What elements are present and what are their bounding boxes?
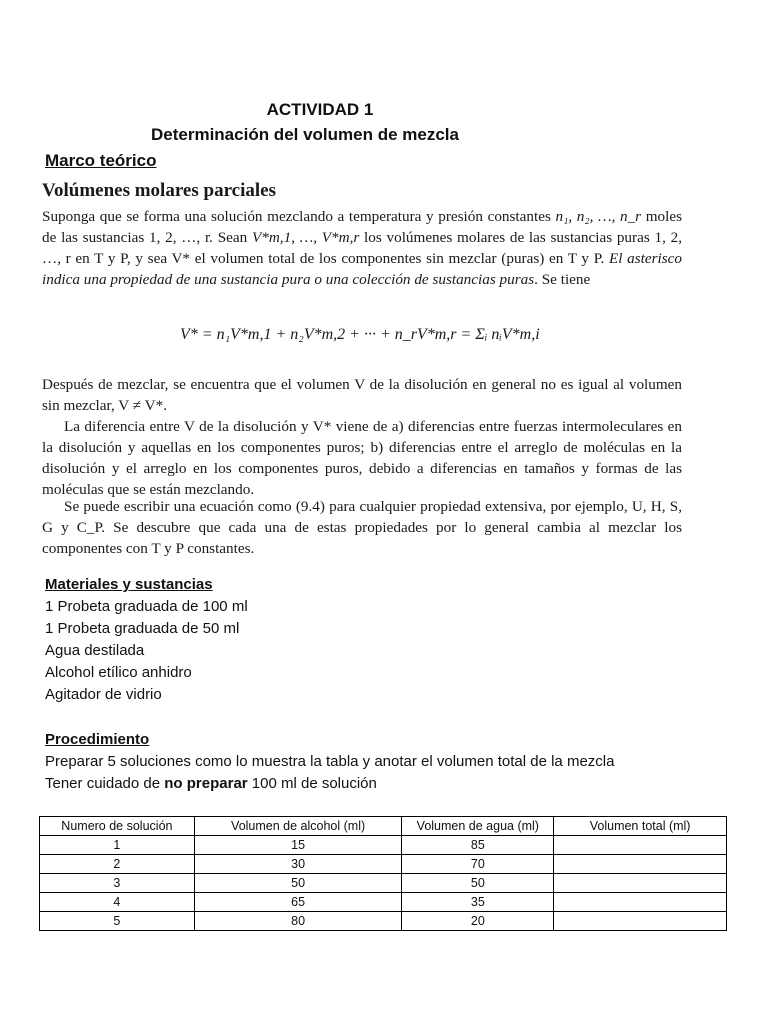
cell-alcohol: 65: [194, 893, 402, 912]
header-numero: Numero de solución: [40, 817, 195, 836]
table-header-row: [40, 817, 727, 836]
book-paragraph-4: [42, 496, 682, 559]
para1-text-d: . Se tiene: [534, 271, 591, 288]
para2-text: Después de mezclar, se encuentra que el volumen V de la disolución en general no es igual al volumen sin mezclar, V ≠ V*.: [42, 376, 682, 414]
book-section-title: Volúmenes molares parciales: [42, 180, 276, 201]
procedure-line-1: Preparar 5 soluciones como lo muestra la tabla y anotar el volumen total de la mezcla: [45, 753, 615, 770]
header-agua: Volumen de agua (ml): [402, 817, 554, 836]
para1-text-a: Suponga que se forma una solución mezclando a temperatura y presión constantes: [42, 208, 556, 225]
table-row: [40, 893, 727, 912]
cell-total[interactable]: [554, 836, 727, 855]
procedure-line-2: [45, 775, 377, 792]
para3-text: La diferencia entre V de la disolución y V* viene de a) diferencias entre fuerzas intermoleculares en la disolución y aquellas en los componentes puros; b) diferencias entre el arreglo de moléculas en la disolución y el arreglo en los componentes puros, debido a diferencias en tamaños y formas de las moléculas que se están mezclando.: [42, 418, 682, 498]
cell-total[interactable]: [554, 912, 727, 931]
book-paragraph-3: [42, 416, 682, 500]
cell-numero: 1: [40, 836, 195, 855]
procedure-line-2-b: 100 ml de solución: [247, 775, 377, 792]
book-paragraph-2: [42, 374, 682, 416]
cell-numero: 2: [40, 855, 195, 874]
cell-total[interactable]: [554, 893, 727, 912]
material-item: 1 Probeta graduada de 100 ml: [45, 598, 248, 615]
cell-agua: 70: [402, 855, 554, 874]
table-row: [40, 855, 727, 874]
para1-italic-note: El asterisco indica una propiedad de una sustancia pura o una colección de sustancias puras: [42, 250, 682, 288]
activity-title: ACTIVIDAD 1: [266, 100, 374, 119]
cell-numero: 4: [40, 893, 195, 912]
material-item: Agitador de vidrio: [45, 686, 162, 703]
cell-alcohol: 50: [194, 874, 402, 893]
volume-equation: V* = n₁V*m,1 + n₂V*m,2 + ··· + n_rV*m,r = Σᵢ nᵢV*m,i: [180, 326, 540, 343]
procedure-line-2-bold: no preparar: [164, 775, 248, 792]
header-total: Volumen total (ml): [554, 817, 727, 836]
procedure-line-2-a: Tener cuidado de: [45, 775, 165, 792]
material-item: 1 Probeta graduada de 50 ml: [45, 620, 240, 637]
section-marco-teorico: Marco teórico: [45, 151, 157, 170]
cell-agua: 85: [402, 836, 554, 855]
cell-alcohol: 30: [194, 855, 402, 874]
table-row: [40, 836, 727, 855]
cell-agua: 20: [402, 912, 554, 931]
procedure-label: Procedimiento: [45, 731, 150, 748]
activity-subtitle: Determinación del volumen de mezcla: [151, 125, 459, 144]
cell-alcohol: 80: [194, 912, 402, 931]
solutions-table: [39, 816, 727, 931]
para1-molar-volumes: V*m,1, …, V*m,r: [251, 229, 360, 246]
material-item: Agua destilada: [45, 642, 145, 659]
materials-label: Materiales y sustancias: [45, 576, 213, 593]
cell-numero: 3: [40, 874, 195, 893]
cell-total[interactable]: [554, 874, 727, 893]
cell-agua: 35: [402, 893, 554, 912]
book-paragraph-1: [42, 206, 682, 290]
cell-numero: 5: [40, 912, 195, 931]
para1-text-b: moles de las sustancias 1, 2, …, r. Sean: [42, 208, 682, 246]
cell-total[interactable]: [554, 855, 727, 874]
para1-text-c: los volúmenes molares de las sustancias puras 1, 2, …, r en T y P, y sea V* el volumen total de los componentes sin mezclar (puras) en T y P.: [42, 229, 682, 267]
header-alcohol: Volumen de alcohol (ml): [194, 817, 402, 836]
para1-vars: n₁, n₂, …, n_r: [555, 208, 642, 225]
table-row: [40, 874, 727, 893]
cell-alcohol: 15: [194, 836, 402, 855]
cell-agua: 50: [402, 874, 554, 893]
material-item: Alcohol etílico anhidro: [45, 664, 192, 681]
table-row: [40, 912, 727, 931]
para4-text: Se puede escribir una ecuación como (9.4) para cualquier propiedad extensiva, por ejemplo, U, H, S, G y C_P. Se descubre que cada una de estas propiedades por lo general cambia al mezclar los componentes con T y P constantes.: [42, 498, 682, 557]
